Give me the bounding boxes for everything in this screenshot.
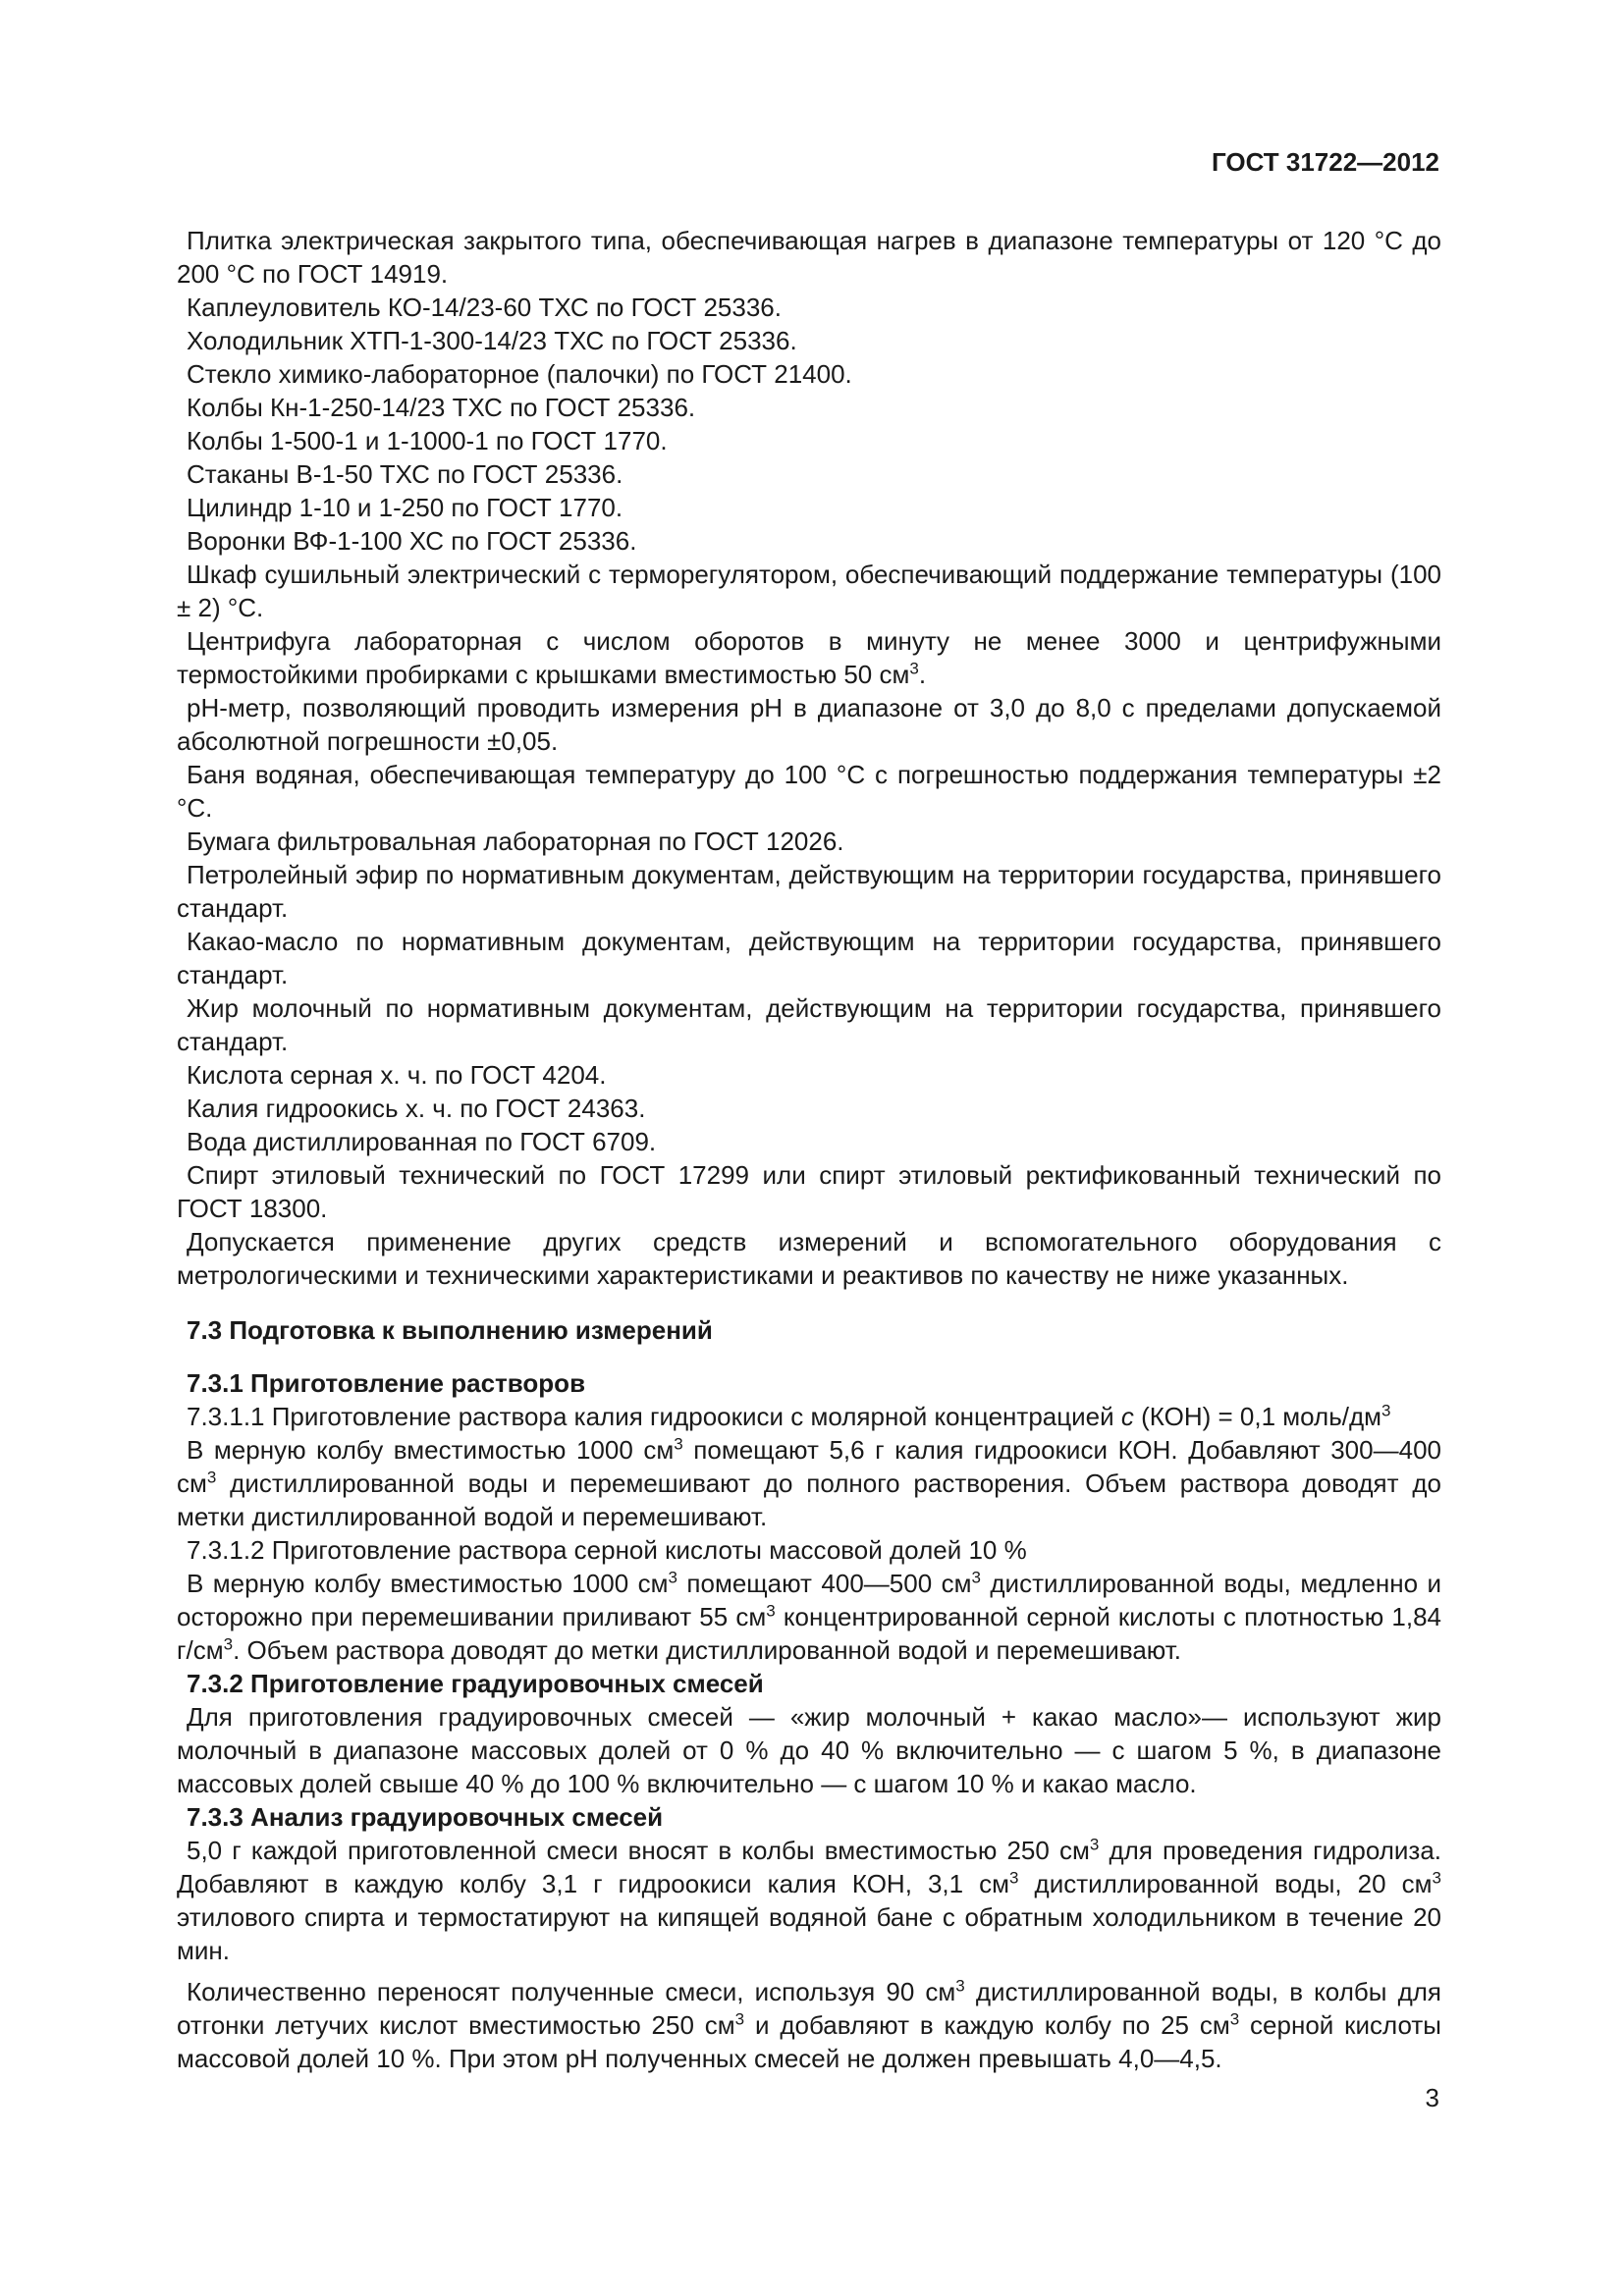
paragraph: Колбы Кн-1-250-14/23 ТХС по ГОСТ 25336. [187, 393, 696, 422]
text: дистиллированной воды, в колбы для отгонки летучих кислот вместимостью 250 см [177, 1977, 1441, 2040]
paragraph: Жир молочный по нормативным документам, действующим на территории государства, принявшего стандарт. [177, 993, 1441, 1056]
paragraph: Воронки ВФ-1-100 ХС по ГОСТ 25336. [187, 526, 637, 556]
paragraph: Плитка электрическая закрытого типа, обеспечивающая нагрев в диапазоне температуры от 120 °С до 200 °С по ГОСТ 14919. [177, 226, 1441, 289]
paragraph: Холодильник ХТП-1-300-14/23 ТХС по ГОСТ 25336. [187, 326, 797, 355]
text: помещают 400—500 см [677, 1569, 972, 1598]
subsection-heading: 7.3.2 Приготовление градуировочных смесей [187, 1669, 764, 1698]
paragraph: Каплеуловитель КО-14/23-60 ТХС по ГОСТ 25336. [187, 293, 782, 322]
text: дистиллированной воды, медленно и осторожно при перемешивании приливают 55 см [177, 1569, 1442, 1631]
text: . Объем раствора доводят до метки дистиллированной водой и перемешивают. [233, 1635, 1181, 1665]
paragraph: Кислота серная х. ч. по ГОСТ 4204. [187, 1060, 607, 1090]
text: для проведения гидролиза. Добавляют в каждую колбу 3,1 г гидроокиси калия КОН, 3,1 см [177, 1836, 1442, 1898]
text: 5,0 г каждой приготовленной смеси вносят в колбы вместимостью 250 см [187, 1836, 1090, 1865]
superscript: 3 [734, 2009, 745, 2029]
paragraph: Стекло химико-лабораторное (палочки) по ГОСТ 21400. [187, 359, 852, 389]
text: дистиллированной воды и перемешивают до полного растворения. Объем раствора доводят до метки дистиллированной водой и перемешивают. [177, 1468, 1441, 1531]
text: В мерную колбу вместимостью 1000 см [187, 1435, 675, 1465]
paragraph: Для приготовления градуировочных смесей — «жир молочный + какао масло»— используют жир молочный в диапазоне массовых долей от 0 % до 40 % включительно — с шагом 5 %, в диапазоне массовых долей свыше 40 % до 100 % включительно — с шагом 10 % и какао масло. [177, 1702, 1441, 1798]
text: концентрированной серной кислоты с плотностью 1,84 г/см [177, 1602, 1441, 1665]
paragraph: Шкаф сушильный электрический с терморегулятором, обеспечивающий поддержание температуры (100 ± 2) °С. [177, 560, 1441, 622]
text: (КОН) = 0,1 моль/дм [1133, 1402, 1382, 1431]
text: 7.3.1.1 Приготовление раствора калия гидроокиси с молярной концентрацией [187, 1402, 1121, 1431]
superscript: 3 [909, 659, 919, 678]
paragraph: Какао-масло по нормативным документам, действующим на территории государства, принявшего стандарт. [177, 927, 1441, 989]
text: Количественно переносят полученные смеси, используя 90 см [187, 1977, 956, 2006]
paragraph: Вода дистиллированная по ГОСТ 6709. [187, 1127, 657, 1156]
superscript: 3 [206, 1468, 217, 1487]
text: и добавляют в каждую колбу по 25 см [744, 2010, 1230, 2040]
paragraph: Цилиндр 1-10 и 1-250 по ГОСТ 1770. [187, 493, 623, 522]
text: серной кислоты массовой долей 10 %. При этом рН полученных смесей не должен превышать 4,0—4,5. [177, 2010, 1441, 2073]
superscript: 3 [1089, 1835, 1100, 1854]
page-body [177, 224, 1441, 2075]
subsection-heading: 7.3.3 Анализ градуировочных смесей [187, 1802, 664, 1832]
paragraph: Колбы 1-500-1 и 1-1000-1 по ГОСТ 1770. [187, 426, 668, 455]
superscript: 3 [674, 1434, 683, 1454]
paragraph [177, 1433, 1441, 1533]
text: В мерную колбу вместимостью 1000 см [187, 1569, 669, 1598]
text: дистиллированной воды, 20 см [1018, 1869, 1433, 1898]
page-number: 3 [1425, 2083, 1439, 2112]
superscript: 3 [1009, 1868, 1019, 1888]
paragraph: 7.3.1.2 Приготовление раствора серной кислоты массовой долей 10 % [187, 1535, 1027, 1565]
paragraph [177, 1567, 1441, 1667]
superscript: 3 [223, 1634, 234, 1654]
paragraph [177, 1400, 1441, 1433]
subsection-heading: 7.3.1 Приготовление растворов [187, 1368, 586, 1398]
paragraph [177, 624, 1441, 691]
superscript: 3 [971, 1568, 981, 1587]
text: помещают 5,6 г калия гидроокиси КОН. Добавляют 300—400 см [177, 1435, 1441, 1498]
superscript: 3 [1432, 1868, 1441, 1888]
paragraph: рН-метр, позволяющий проводить измерения рН в диапазоне от 3,0 до 8,0 с пределами допускаемой абсолютной погрешности ±0,05. [177, 693, 1441, 756]
symbol-c: с [1120, 1402, 1134, 1431]
paragraph: Спирт этиловый технический по ГОСТ 17299 или спирт этиловый ректификованный технический по ГОСТ 18300. [177, 1160, 1441, 1223]
paragraph: Калия гидроокись х. ч. по ГОСТ 24363. [187, 1094, 646, 1123]
paragraph: Допускается применение других средств измерений и вспомогательного оборудования с метрологическими и техническими характеристиками и реактивов по качеству не ниже указанных. [177, 1227, 1441, 1290]
paragraph: Петролейный эфир по нормативным документам, действующим на территории государства, принявшего стандарт. [177, 860, 1441, 923]
superscript: 3 [1381, 1401, 1391, 1420]
section-heading: 7.3 Подготовка к выполнению измерений [187, 1315, 713, 1345]
superscript: 3 [766, 1601, 776, 1621]
superscript: 3 [1229, 2009, 1240, 2029]
paragraph: Баня водяная, обеспечивающая температуру до 100 °С с погрешностью поддержания температуры ±2 °С. [177, 760, 1441, 823]
document-header: ГОСТ 31722—2012 [1212, 147, 1439, 177]
text: . [918, 660, 927, 689]
text: этилового спирта и термостатируют на кипящей водяной бане с обратным холодильником в течение 20 мин. [177, 1902, 1441, 1965]
paragraph: Бумага фильтровальная лабораторная по ГОСТ 12026. [187, 827, 844, 856]
superscript: 3 [668, 1568, 677, 1587]
text: Центрифуга лабораторная с числом оборотов в минуту не менее 3000 и центрифужными термостойкими пробирками с крышками вместимостью 50 см [177, 626, 1441, 689]
paragraph [177, 1975, 1441, 2075]
paragraph: Стаканы В-1-50 ТХС по ГОСТ 25336. [187, 459, 623, 489]
paragraph [177, 1834, 1441, 1967]
superscript: 3 [955, 1976, 965, 1996]
